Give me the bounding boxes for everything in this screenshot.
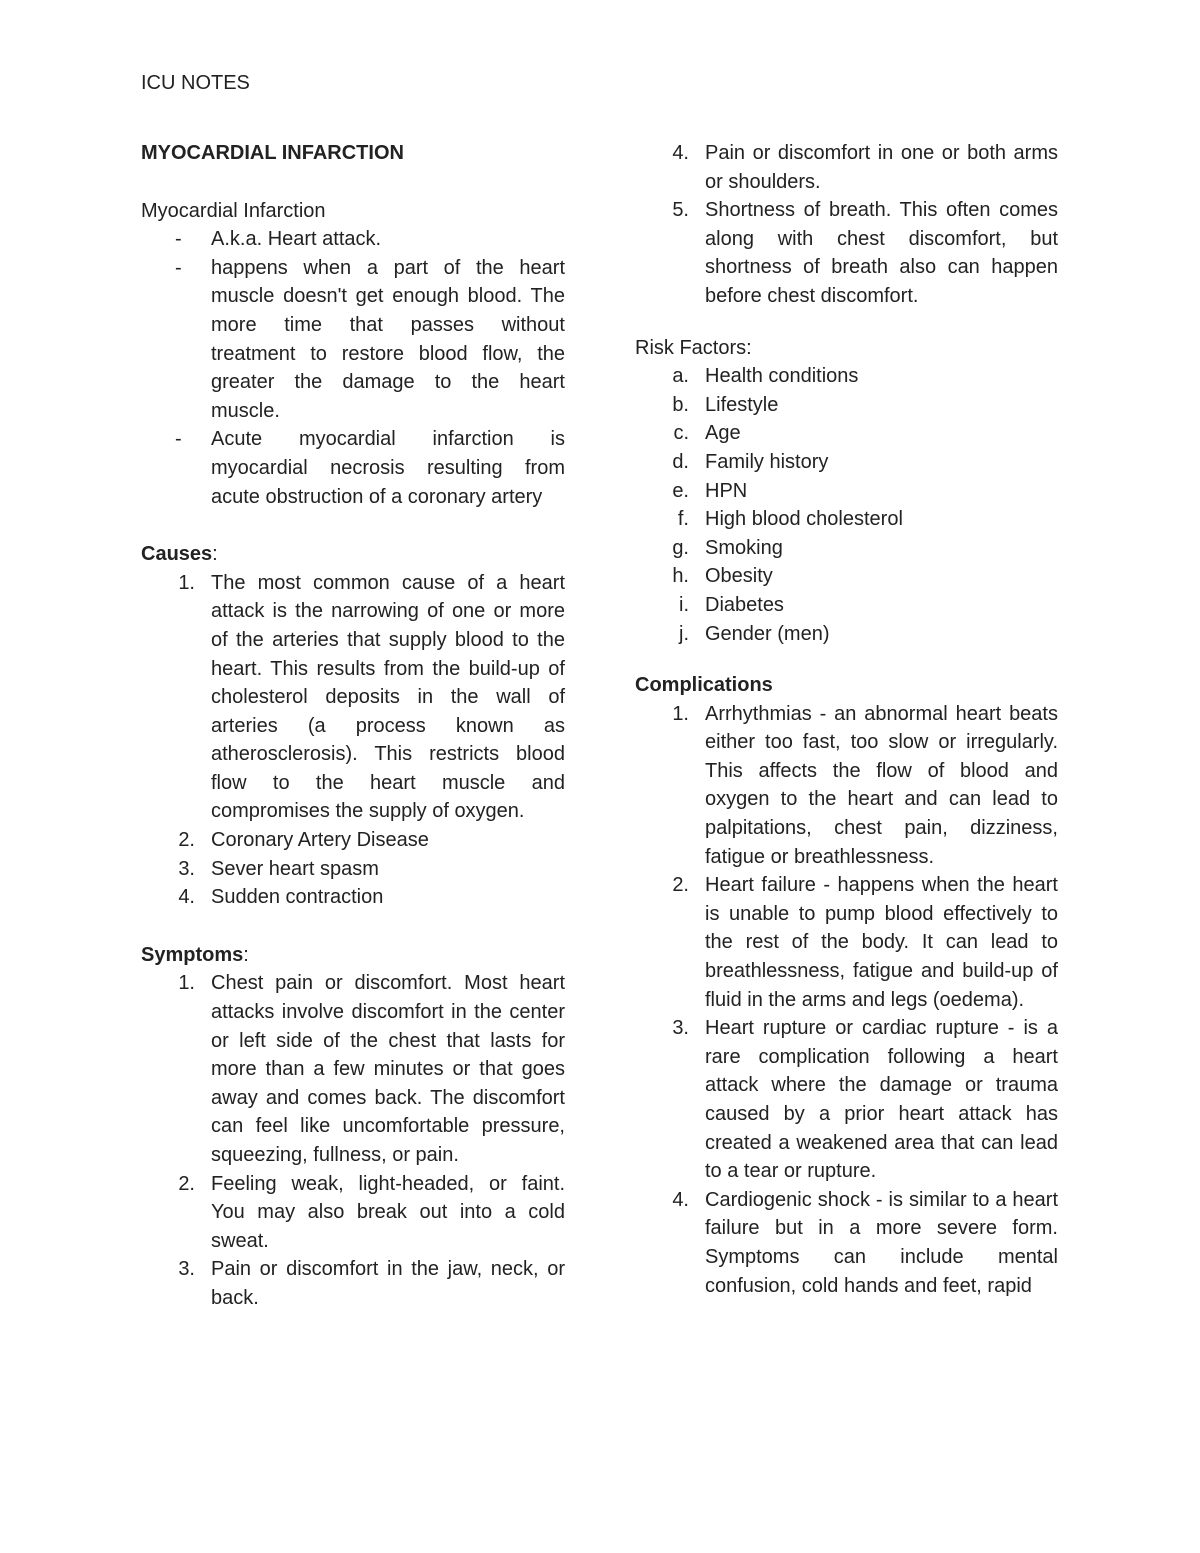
list-letter: e. [672,479,689,502]
cause-item-text: The most common cause of a heart attack is the narrowing of one or more of the arteries that supply blood to the heart. This results from the build-up of cholesterol deposits in the wall of arteries (a process known as atherosclerosis). This restricts blood flow to the heart muscle and compromises the supply of oxygen. [211,571,565,823]
list-number: 3. [178,857,195,880]
risk-factor-item [635,391,1058,420]
intro-item [141,225,565,254]
list-number: 4. [178,886,195,909]
list-letter: a. [672,365,689,388]
symptoms-heading-text: Symptoms [141,943,244,966]
symptom-item-text: Chest pain or discomfort. Most heart attacks involve discomfort in the center or left side of the chest that lasts for more than a few minutes or that goes away and comes back. The discomfort can feel like uncomfortable pressure, squeezing, fullness, or pain. [211,972,565,1166]
left-column [141,139,565,1313]
list-letter: h. [672,565,689,588]
risk-factor-text: High blood cholesterol [705,508,903,531]
list-letter: f. [677,508,689,531]
intro-item [141,425,565,511]
risk-factor-text: Age [705,422,741,445]
right-column [635,139,1058,1300]
list-number: 2. [178,1172,195,1195]
symptom-item-text: Feeling weak, light-headed, or faint. You may also break out into a cold sweat. [211,1172,565,1252]
page-header: ICU NOTES [141,72,250,94]
intro-list [141,225,565,511]
risk-factor-item [635,562,1058,591]
list-number: 2. [672,874,689,897]
bullet-dash: - [175,228,182,251]
risk-factor-text: Smoking [705,536,783,559]
intro-item [141,254,565,426]
symptoms-list-continued [635,139,1058,311]
intro-item-text: A.k.a. Heart attack. [211,228,382,251]
complication-item-text: Cardiogenic shock - is similar to a heart failure but in a more severe form. Symptoms can include mental confusion, cold hands and feet, rapid [705,1188,1058,1297]
cause-item [141,826,565,855]
symptom-item-text: Pain or discomfort in one or both arms or shoulders. [705,142,1058,193]
bullet-dash: - [175,428,182,451]
list-number: 4. [672,142,689,164]
cause-item-text: Sever heart spasm [211,857,379,880]
list-letter: c. [673,422,689,445]
list-number: 3. [178,1258,195,1281]
risk-factor-text: Health conditions [705,365,859,388]
document-title: MYOCARDIAL INFARCTION [141,142,404,164]
symptoms-heading: Symptoms: [141,943,249,966]
complication-item [635,700,1058,872]
list-letter: g. [672,536,689,559]
cause-item [141,883,565,912]
risk-factor-text: HPN [705,479,748,502]
symptom-item-text: Pain or discomfort in the jaw, neck, or back. [211,1258,565,1309]
complication-item [635,871,1058,1014]
list-number: 3. [672,1017,689,1040]
cause-item-text: Coronary Artery Disease [211,829,429,852]
complication-item-text: Heart failure - happens when the heart is unable to pump blood effectively to the rest of the body. It can lead to breathlessness, fatigue and build-up of fluid in the arms and legs (oedema). [705,874,1058,1011]
risk-factor-text: Gender (men) [705,622,830,645]
risk-factor-item [635,448,1058,477]
symptom-item [141,1255,565,1312]
list-number: 4. [672,1188,689,1211]
cause-item [141,855,565,884]
risk-factor-text: Obesity [705,565,773,588]
intro-item-text: Acute myocardial infarction is myocardial necrosis resulting from acute obstruction of a coronary artery [211,428,565,508]
symptom-item [635,196,1058,310]
causes-list [141,569,565,912]
risk-factor-item [635,419,1058,448]
causes-heading-text: Causes [141,543,213,566]
symptoms-list [141,969,565,1312]
cause-item-text: Sudden contraction [211,886,384,909]
intro-item-text: happens when a part of the heart muscle doesn't get enough blood. The more time that passes without treatment to restore blood flow, the greater the damage to the heart muscle. [211,256,565,422]
list-number: 2. [178,829,195,852]
list-number: 1. [178,571,195,594]
symptom-item-text: Shortness of breath. This often comes along with chest discomfort, but shortness of breath also can happen before chest discomfort. [705,199,1058,307]
cause-item [141,569,565,826]
risk-factor-item [635,505,1058,534]
complication-item [635,1014,1058,1186]
list-letter: j. [679,622,689,645]
risk-factor-item [635,620,1058,649]
intro-heading: Myocardial Infarction [141,199,326,222]
symptom-item [635,139,1058,196]
complications-heading: Complications [635,674,773,697]
list-letter: i. [679,593,689,616]
risk-factor-item [635,591,1058,620]
symptom-item [141,969,565,1169]
list-number: 1. [672,702,689,725]
list-number: 5. [672,199,689,222]
risk-factor-text: Family history [705,450,829,473]
list-number: 1. [178,972,195,995]
complication-item-text: Heart rupture or cardiac rupture - is a rare complication following a heart attack where the damage or trauma caused by a prior heart attack has created a weakened area that can lead to a tear or rupture. [705,1017,1058,1183]
bullet-dash: - [175,256,182,279]
complications-list [635,700,1058,1300]
list-letter: d. [672,450,689,473]
list-letter: b. [672,393,689,416]
risk-factor-item [635,534,1058,563]
risk-factor-text: Lifestyle [705,393,779,416]
complication-item-text: Arrhythmias - an abnormal heart beats either too fast, too slow or irregularly. This affects the flow of blood and oxygen to the heart and can lead to palpitations, chest pain, dizziness, fatigue or breathlessness. [705,702,1058,868]
causes-heading: Causes: [141,543,218,566]
complication-item [635,1186,1058,1300]
risk-factor-text: Diabetes [705,593,784,616]
risk-factors-heading: Risk Factors: [635,336,752,359]
risk-factor-item [635,362,1058,391]
symptom-item [141,1170,565,1256]
risk-factors-list [635,362,1058,648]
risk-factor-item [635,477,1058,506]
